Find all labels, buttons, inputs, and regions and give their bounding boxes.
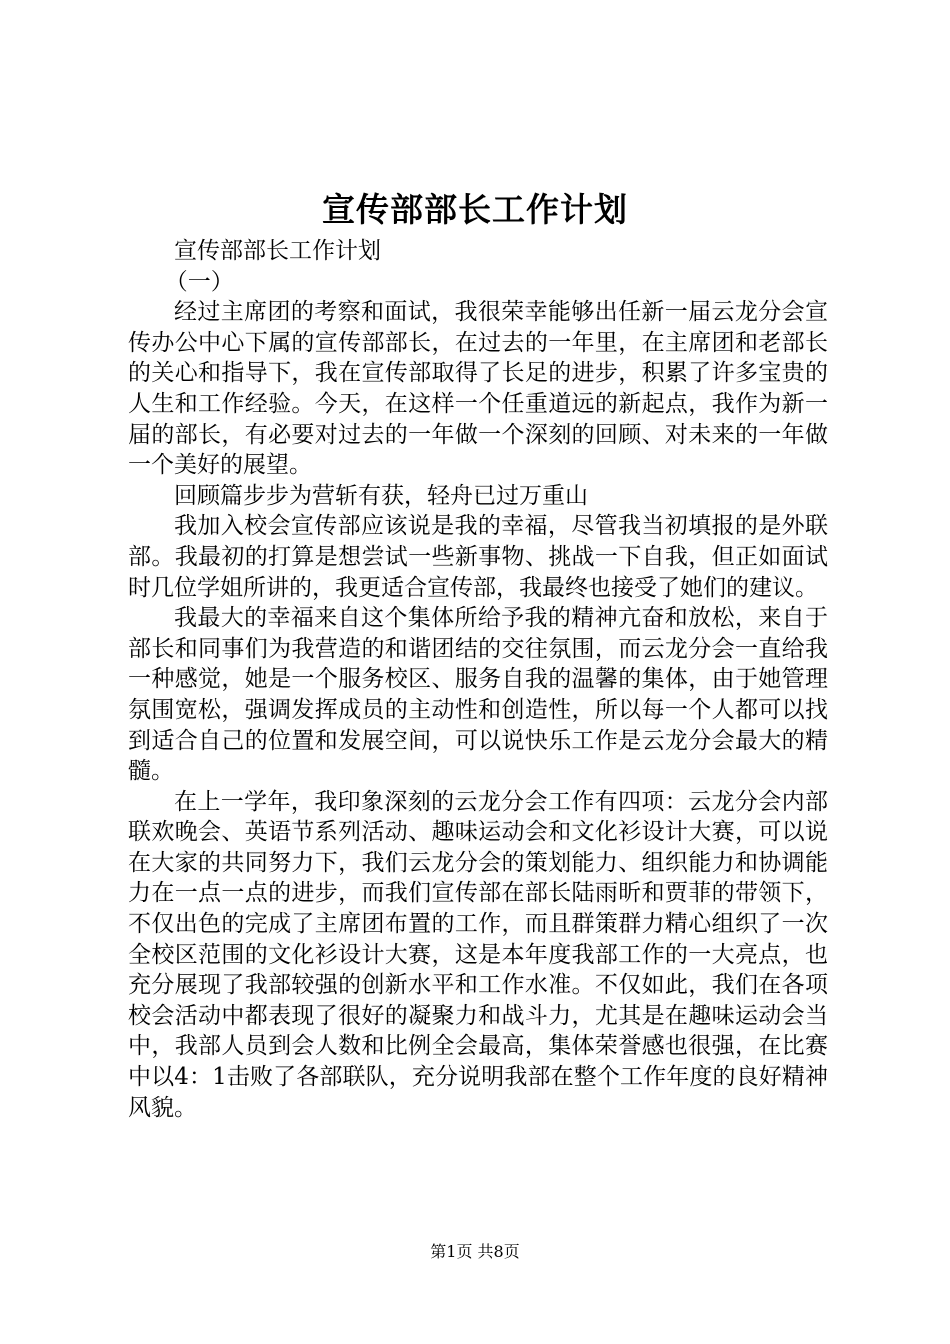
section-number-paragraph: （一） [164, 268, 234, 295]
body-paragraph: 经过主席团的考察和面试，我很荣幸能够出任新一届云龙分会宣传办公中心下属的宣传部部长，在过去的一年里，在主席团和老部长的关心和指导下，我在宣传部取得了长足的进步，积累了许多宝贵的人生和工作经验。今天，在这样一个任重道远的新起点，我作为新一届的部长，有必要对过去的一年做一个深刻的回顾、对未来的一年做一个美好的展望。 [128, 299, 828, 479]
body-paragraph: 我加入校会宣传部应该说是我的幸福，尽管我当初填报的是外联部。我最初的打算是想尝试一些新事物、挑战一下自我，但正如面试时几位学姐所讲的，我更适合宣传部，我最终也接受了她们的建议。 [128, 513, 828, 601]
section-heading-paragraph: 回顾篇步步为营斩有获，轻舟已过万重山 [174, 482, 588, 509]
body-paragraph: 我最大的幸福来自这个集体所给予我的精神亢奋和放松，来自于部长和同事们为我营造的和谐团结的交往氛围，而云龙分会一直给我一种感觉，她是一个服务校区、服务自我的温馨的集体，由于她管理氛围宽松，强调发挥成员的主动性和创造性，所以每一个人都可以找到适合自己的位置和发展空间，可以说快乐工作是云龙分会最大的精髓。 [128, 605, 828, 785]
subtitle-paragraph: 宣传部部长工作计划 [174, 238, 381, 264]
body-paragraph: 在上一学年，我印象深刻的云龙分会工作有四项：云龙分会内部联欢晚会、英语节系列活动、趣味运动会和文化衫设计大赛，可以说在大家的共同努力下，我们云龙分会的策划能力、组织能力和协调能力在一点一点的进步，而我们宣传部在部长陆雨昕和贾菲的带领下，不仅出色的完成了主席团布置的工作，而且群策群力精心组织了一次全校区范围的文化衫设计大赛，这是本年度我部工作的一大亮点，也充分展现了我部较强的创新水平和工作水准。不仅如此，我们在各项校会活动中都表现了很好的凝聚力和战斗力，尤其是在趣味运动会当中，我部人员到会人数和比例全会最高，集体荣誉感也很强，在比赛中以4：1击败了各部联队，充分说明我部在整个工作年度的良好精神风貌。 [128, 788, 828, 1121]
document-body [128, 236, 828, 1123]
page-footer: 第1页 共8页 [430, 1242, 520, 1261]
document-title: 宣传部部长工作计划 [322, 190, 628, 229]
